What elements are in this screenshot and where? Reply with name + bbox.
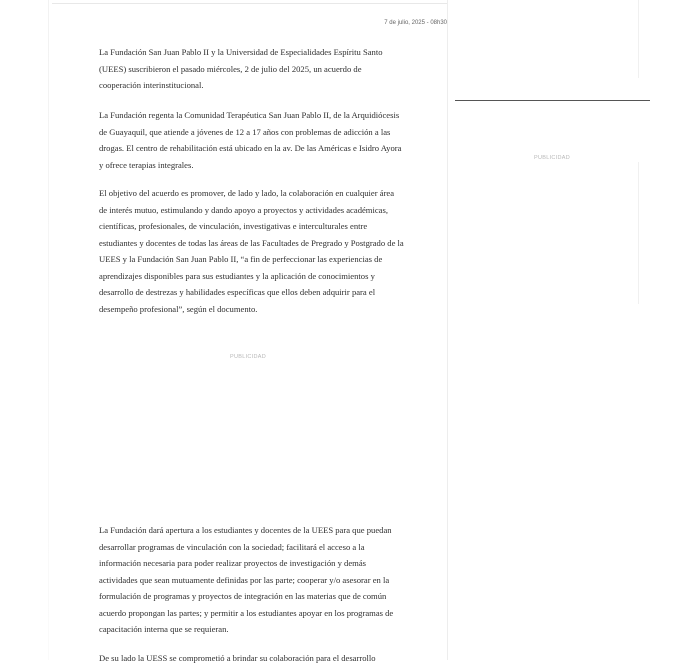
- column-divider: [447, 0, 448, 660]
- top-divider: [52, 3, 448, 4]
- article-date: 7 de julio, 2025 - 08h30: [384, 20, 447, 26]
- sidebar-divider: [455, 100, 650, 101]
- paragraph-text: De su lado la UESS se comprometió a brindar su colaboración para el desarrollo: [99, 653, 376, 663]
- article-paragraph-2: [99, 107, 404, 173]
- paragraph-text: La Fundación dará apertura a los estudiantes y docentes de la UEES para que puedan desarrollar programas de vinculación con la sociedad; facilitará el acceso a la información necesaria para poder realizar proyectos de investigación y demás actividades que sean mutuamente definidas por las parte; cooperar y/o asesorar en la formulación de programas y proyectos de integración en las materias que de común acuerdo propongan las partes; y permitir a los estudiantes apoyar en los programas de capacitación interna que se requieran.: [99, 525, 394, 634]
- sidebar-edge: [638, 0, 639, 78]
- ad-label-main: PUBLICIDAD: [230, 354, 267, 360]
- article-paragraph-5: [99, 650, 404, 667]
- paragraph-text: El objetivo del acuerdo es promover, de lado y lado, la colaboración en cualquier área de interés mutuo, estimulando y dando apoyo a proyectos y actividades académicas, científicas, profesionales, de vinculación, investigativas e interculturales entre estudiantes y docentes de todas las áreas de las Facultades de Pregrado y Postgrado de la UEES y la Fundación San Juan Pablo II, “a fin de perfeccionar las experiencias de aprendizajes disponibles para sus estudiantes y la aplicación de conocimientos y desarrollo de destrezas y habilidades específicas que ellos deben adquirir para el desempeño profesional”, según el documento.: [99, 188, 404, 314]
- sidebar-ad-edge: [638, 162, 639, 304]
- ad-label-sidebar: PUBLICIDAD: [534, 155, 571, 161]
- paragraph-text: La Fundación regenta la Comunidad Terapéutica San Juan Pablo II, de la Arquidiócesis de Guayaquil, que atiende a jóvenes de 12 a 17 años con problemas de adicción a las drogas. El centro de rehabilitación está ubicado en la av. De las Américas e Isidro Ayora y ofrece terapias integrales.: [99, 110, 402, 170]
- article-paragraph-1: [99, 44, 404, 94]
- paragraph-text: La Fundación San Juan Pablo II y la Universidad de Especialidades Espíritu Santo (UEES) suscribieron el pasado miércoles, 2 de julio del 2025, un acuerdo de cooperación interinstitucional.: [99, 47, 383, 90]
- article-paragraph-3: [99, 185, 404, 317]
- article-paragraph-4: [99, 522, 404, 638]
- content-left-edge: [48, 0, 49, 660]
